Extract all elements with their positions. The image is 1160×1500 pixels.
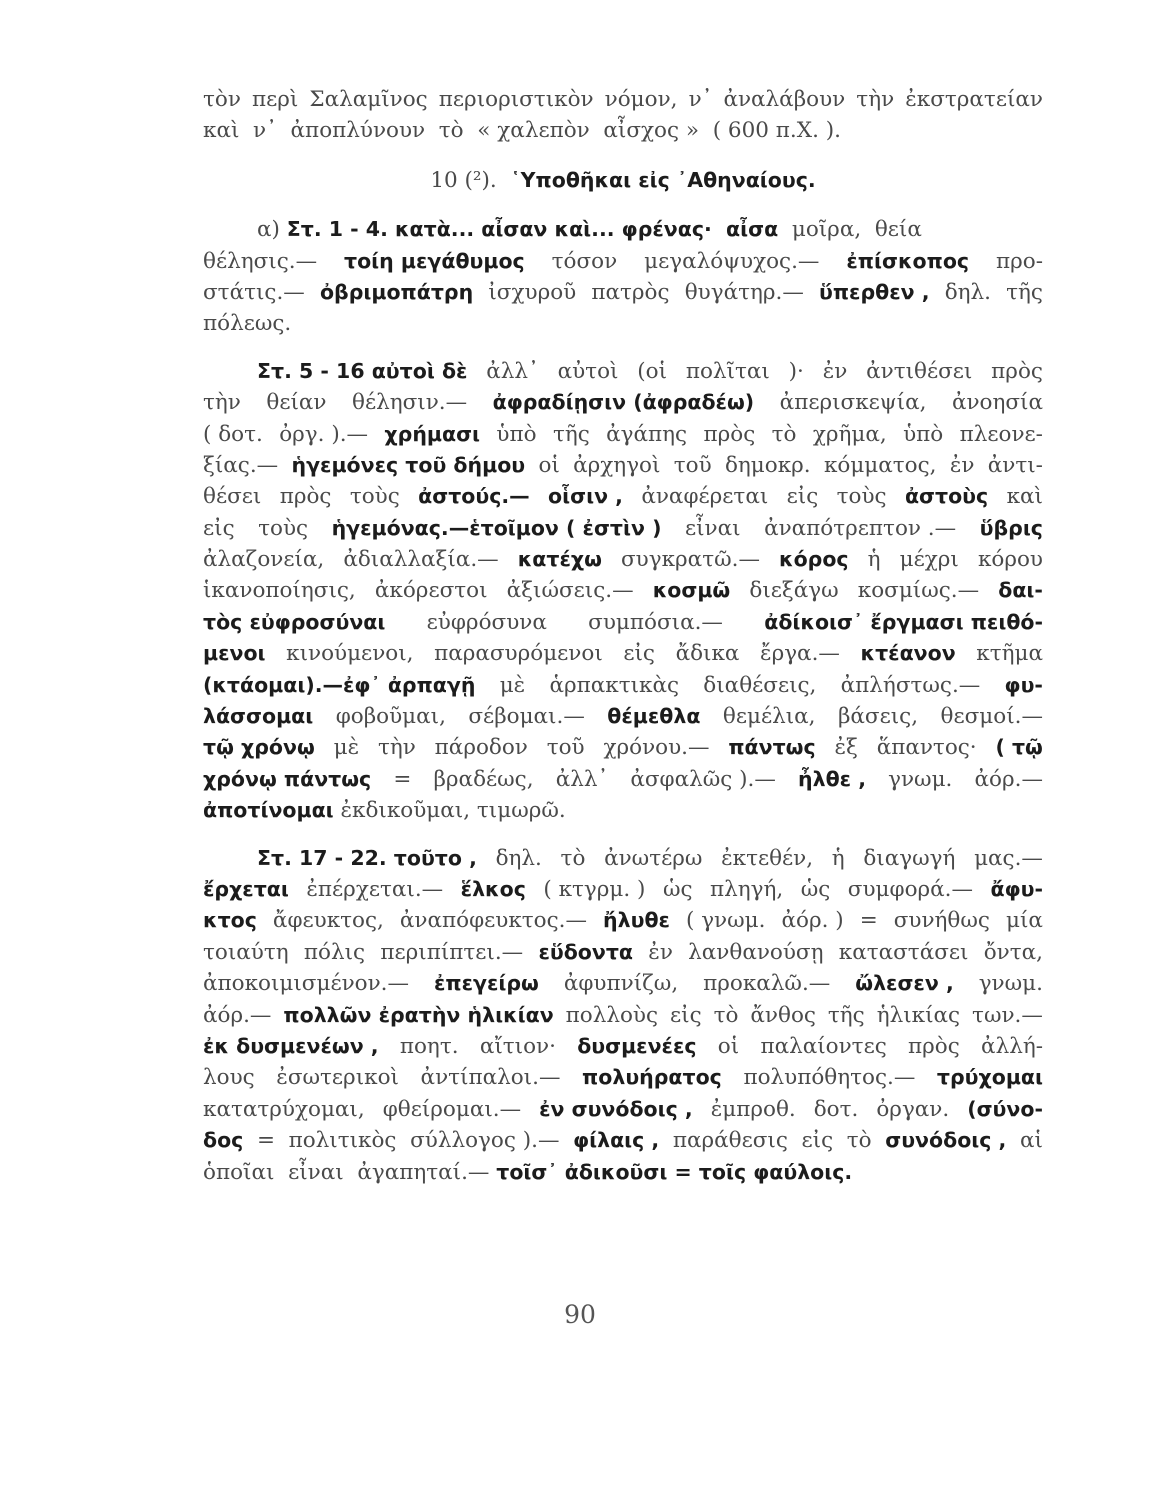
word: ἱκανοποίησις, [203, 578, 356, 604]
word: τὸ [846, 1128, 872, 1154]
text-line [203, 638, 1043, 669]
page-number: 90 [564, 1300, 596, 1329]
paragraph-gap [203, 147, 1043, 165]
word: ὑπὸ [903, 421, 944, 447]
bold-lemma: πολλῶν ἐρατὴν ἡλικίαν [283, 1002, 554, 1027]
word: 10 (²). [430, 167, 497, 193]
bold-lemma: ὀβριμοπάτρη [319, 279, 474, 304]
text-line [203, 214, 1043, 245]
word: ἀσφαλῶς ).— [630, 766, 776, 792]
word: ἄφευκτος, [272, 908, 384, 934]
word: ἀλλ᾽ [486, 358, 539, 384]
word: ἀντίπαλοι.— [420, 1065, 561, 1091]
word: πρὸς [908, 1033, 960, 1059]
word: (οἱ [637, 358, 668, 384]
word: εἰς [623, 641, 655, 667]
word: α) [257, 217, 287, 243]
word: ἐκτεθέν, [721, 845, 814, 871]
word: κοσμίως.— [857, 578, 980, 604]
word: ἄνθος [750, 1002, 816, 1028]
word: αἱ [1019, 1128, 1043, 1154]
word: ἀφυπνίζω, [563, 971, 679, 997]
word: θέλησιν.— [352, 390, 468, 416]
word: ἀλλ᾽ [555, 766, 609, 792]
word: ἐξ [834, 735, 858, 761]
word: ὁποῖαι εἶναι ἀγαπηταί.— [203, 1159, 497, 1185]
word: φοβοῦμαι, [335, 704, 446, 730]
word: πρὸς [279, 484, 332, 510]
word: ὀργαν. [876, 1096, 950, 1122]
bold-lemma: δυσμενέες [577, 1033, 697, 1058]
word: ἡλικίας [876, 1002, 961, 1028]
word: τοὺς [836, 484, 887, 510]
word: ἀντι- [987, 452, 1043, 478]
word: πολῖται [685, 358, 770, 384]
word: ξίας.— [203, 452, 279, 478]
bold-lemma: κόρος [779, 547, 849, 572]
text-line [203, 84, 1043, 115]
word: τὸ [560, 845, 586, 871]
word: ἀόρ.— [203, 1002, 272, 1028]
text-line [203, 843, 1043, 874]
word: γνωμ. [978, 971, 1043, 997]
bold-lemma: οἷσιν , [548, 484, 623, 509]
bold-lemma: ἤλυθε [603, 908, 670, 933]
text-line [203, 356, 1043, 387]
word: τῆς [1006, 279, 1043, 305]
bold-lemma: ἐπίσκοπος [846, 248, 970, 273]
bold-lemma: χρήμασι [384, 421, 481, 446]
word: διεξάγω [749, 578, 839, 604]
text-line [203, 165, 1043, 196]
word: θεσμοί.— [940, 704, 1043, 730]
word: ἀντιθέσει [866, 358, 973, 384]
word: τὴν [377, 735, 416, 761]
text-line [203, 607, 1043, 638]
word: των.— [972, 1002, 1043, 1028]
word: θεμέλια, [722, 704, 816, 730]
word: ἀόρ. ) [781, 908, 844, 934]
word: κτῆμα [976, 641, 1043, 667]
word: ἀόρ.— [974, 766, 1043, 792]
word: = [256, 1128, 275, 1154]
bold-lemma: Στ. 1 - 4. κατὰ... αἶσαν καὶ... φρένας· αἶσα [286, 217, 779, 242]
word: ἀλαζονεία, [203, 547, 325, 573]
word: = [393, 766, 412, 792]
word: τὸ [771, 421, 797, 447]
word: νόμον, [604, 87, 678, 112]
word: οἱ [717, 1033, 740, 1059]
text-line [203, 1094, 1043, 1125]
bold-lemma: κτος [203, 908, 257, 933]
word: σέβομαι.— [468, 704, 585, 730]
word: συμφορά.— [847, 876, 974, 902]
word: καταστάσει [838, 939, 969, 965]
word: μία [1005, 908, 1043, 934]
paragraph-gap [203, 827, 1043, 843]
word: ἡ [867, 547, 881, 573]
word: κόμματος, [823, 452, 937, 478]
word: ἅπαντος· [876, 735, 977, 761]
word: ποητ. [399, 1033, 459, 1059]
bold-lemma: Στ. 17 - 22. τοῦτο , [257, 845, 477, 870]
word: ἀλλή- [981, 1033, 1043, 1059]
word: εἰς [801, 1128, 834, 1154]
text-line [203, 277, 1043, 308]
word: ἐν [822, 358, 848, 384]
word: ν᾽ [688, 87, 713, 112]
text-line [203, 670, 1043, 701]
word: χρόνου.— [603, 735, 710, 761]
text-line [203, 795, 1043, 826]
word: κατατρύχομαι, [203, 1096, 365, 1122]
text-line [203, 246, 1043, 277]
word: ἐν [648, 939, 673, 965]
word: γνωμ. [888, 766, 953, 792]
word: θείαν [266, 390, 327, 416]
bold-lemma: ἀδίκοισ᾽ ἔργμασι πειθό- [764, 609, 1043, 634]
word: αὐτοὶ [557, 358, 619, 384]
bold-lemma: κτέανον [860, 641, 956, 666]
word: καὶ [1006, 484, 1043, 510]
word: Σαλαμῖνος [309, 87, 428, 112]
word: οἱ [538, 452, 560, 478]
word: στάτις.— [203, 279, 305, 305]
text-line [203, 1062, 1043, 1093]
bold-lemma: ἦλθε , [798, 766, 866, 791]
word: εἰς [786, 484, 819, 510]
word: μέχρι [899, 547, 959, 573]
bold-lemma: τὸς εὐφροσύναι [203, 609, 386, 634]
text-line [203, 513, 1043, 544]
word: προ- [996, 248, 1043, 274]
word: ἄδικα [675, 641, 740, 667]
word: ( κτγρμ. ) [543, 876, 646, 902]
text-line [203, 1031, 1043, 1062]
word: ἀναλάβουν [723, 87, 846, 112]
word: εὐφρόσυνα [426, 609, 547, 635]
word: μοῖρα, θεία [778, 217, 922, 243]
bold-lemma: τρύχομαι [936, 1065, 1043, 1090]
word: περιπίπτει.— [380, 939, 524, 965]
text-line [203, 450, 1043, 481]
bold-lemma: ῾Υποθῆκαι εἰς ᾿Αθηναίους. [510, 167, 816, 192]
word: ἀξιώσεις.— [506, 578, 634, 604]
word: εἰς [670, 1002, 702, 1028]
word: φθείρομαι.— [382, 1096, 522, 1122]
bold-lemma: τοίη μεγάθυμος [344, 248, 525, 273]
word: ὑπὸ [496, 421, 537, 447]
bold-lemma: (σύνο- [967, 1096, 1043, 1121]
bold-lemma: (κτάομαι).—ἐφ᾽ ἀρπαγῇ [203, 672, 476, 697]
word: παράθεσις [672, 1128, 788, 1154]
text-line [203, 701, 1043, 732]
bold-lemma: ( τῷ [995, 735, 1043, 760]
word: ἐμπροθ. [710, 1096, 796, 1122]
bold-lemma: ἄφυ- [990, 876, 1043, 901]
text-line [203, 308, 1043, 339]
bold-lemma: ἐν συνόδοις , [539, 1096, 693, 1121]
word: ἐκδικοῦμαι, τιμωρῶ. [333, 798, 566, 824]
word: διαγωγή [863, 845, 956, 871]
bold-lemma: θέμεθλα [607, 704, 701, 729]
word: ἀπερισκεψία, [779, 390, 927, 416]
word: ἀγάπης [606, 421, 688, 447]
word: ἀνωτέρω [604, 845, 703, 871]
word: τοῦ [546, 735, 585, 761]
paragraph-gap [203, 340, 1043, 356]
word: εἶναι [684, 515, 741, 541]
word: ἀδιαλλαξία.— [343, 547, 499, 573]
word: ἰσχυροῦ [488, 279, 577, 305]
word: μεγαλόψυχος.— [644, 248, 820, 274]
text-line [203, 874, 1043, 905]
bold-lemma: ἕλκος [460, 876, 526, 901]
word: μὲ [499, 672, 526, 698]
bold-lemma: ἀστοὺς [904, 484, 989, 509]
word: πλεονε- [959, 421, 1043, 447]
word: σύλλογος ).— [410, 1128, 560, 1154]
bold-lemma: ὕβρις [979, 515, 1043, 540]
word: ἀποκοιμισμένον.— [203, 971, 410, 997]
bold-lemma: ἐπεγείρω [433, 971, 539, 996]
word: δηλ. [495, 845, 542, 871]
bold-lemma: ἡγεμόνας.—ἑτοῖμον ( ἐστὶν ) [331, 515, 662, 540]
word: πολιτικὸς [288, 1128, 397, 1154]
word: τοῦ [673, 452, 712, 478]
bold-lemma: ἐκ δυσμενέων , [203, 1033, 379, 1058]
word: θυγάτηρ.— [684, 279, 804, 305]
text-line [203, 1000, 1043, 1031]
word: = [859, 908, 878, 934]
word: τὴν [203, 390, 241, 416]
word: τῆς [552, 421, 590, 447]
word: ( γνωμ. [685, 908, 766, 934]
bold-lemma: φυ- [1004, 672, 1043, 697]
word: καὶ ν᾽ ἀποπλύνουν τὸ « χαλεπὸν αἶσχος » ( 600 π.Χ. ). [203, 118, 841, 144]
word: αἴτιον· [479, 1033, 556, 1059]
bold-lemma: συνόδοις , [885, 1128, 1007, 1153]
word: θέλησις.— [203, 248, 318, 274]
word: πληγή, [710, 876, 784, 902]
word: ἀναπόφευκτος.— [399, 908, 587, 934]
word: εἰς [203, 515, 235, 541]
word: τόσον [551, 248, 618, 274]
word: πατρὸς [591, 279, 670, 305]
word: ὡς [800, 876, 831, 902]
bold-lemma: χρόνῳ πάντως [203, 766, 372, 791]
word: μας.— [974, 845, 1043, 871]
bold-lemma: Στ. 5 - 16 αὐτοὶ δὲ [257, 358, 468, 383]
word: τὴν [856, 87, 895, 112]
bold-lemma: φίλαις , [573, 1128, 660, 1153]
bold-lemma: ὤλεσεν , [855, 971, 954, 996]
word: τοὺς [258, 515, 309, 541]
word: λους [203, 1065, 255, 1091]
word: συμπόσια.— [588, 609, 723, 635]
bold-lemma: λάσσομαι [203, 704, 314, 729]
bold-lemma: μενοι [203, 641, 266, 666]
word: ὄντα, [983, 939, 1043, 965]
text-line [203, 905, 1043, 936]
word: περιοριστικὸν [438, 87, 594, 112]
word: πρὸς [991, 358, 1043, 384]
bold-lemma: τῷ χρόνῳ [203, 735, 315, 760]
text-line [203, 1125, 1043, 1156]
word: παρασυρόμενοι [434, 641, 603, 667]
word: ἀναφέρεται [641, 484, 769, 510]
word: χρῆμα, [812, 421, 887, 447]
text-line [203, 968, 1043, 999]
text-line [203, 419, 1043, 450]
word: παλαίοντες [760, 1033, 887, 1059]
text-line [203, 481, 1043, 512]
word: τοὺς [349, 484, 400, 510]
word: ἀρχηγοὶ [573, 452, 661, 478]
word: ἁρπακτικὰς [549, 672, 680, 698]
word: βραδέως, [433, 766, 534, 792]
word: θέσει [203, 484, 262, 510]
word: συγκρατῶ.— [621, 547, 760, 573]
word: ὀργ. ).— [279, 421, 369, 447]
text-line [203, 115, 1043, 146]
word: δηλ. [944, 279, 991, 305]
word: κινούμενοι, [286, 641, 414, 667]
word: πάροδον [434, 735, 528, 761]
text-line [203, 732, 1043, 763]
word: διαθέσεις, [703, 672, 817, 698]
word: ἀναπότρεπτον .— [764, 515, 957, 541]
word: ἐν [949, 452, 975, 478]
bold-lemma: κατέχω [517, 547, 602, 572]
bold-lemma: ἀστούς.— [418, 484, 530, 509]
word: μὲ [333, 735, 360, 761]
word: τὸν [203, 87, 241, 112]
word: πολυπόθητος.— [743, 1065, 916, 1091]
bold-lemma: ὕπερθεν , [819, 279, 930, 304]
text-line [203, 764, 1043, 795]
word: πόλεως. [203, 311, 292, 337]
word: τῆς [827, 1002, 865, 1028]
word: κόρου [977, 547, 1043, 573]
word: ἀνοησία [951, 390, 1043, 416]
text-line [203, 937, 1043, 968]
bold-lemma: δαι- [998, 578, 1043, 603]
word: ἐπέρχεται.— [306, 876, 444, 902]
bold-lemma: ἀφραδίῃσιν (ἀφραδέω) [492, 390, 755, 415]
bold-lemma: τοῖσ᾽ ἀδικοῦσι = τοῖς φαύλοις. [496, 1159, 853, 1184]
word: περὶ [251, 87, 299, 112]
text-line [203, 1157, 1043, 1188]
word: πολλοὺς [565, 1002, 659, 1028]
bold-lemma: κοσμῶ [652, 578, 731, 603]
word: ἡ [831, 845, 845, 871]
word: προκαλῶ.— [703, 971, 831, 997]
word: )· [788, 358, 804, 384]
word: δοτ. [813, 1096, 859, 1122]
text-line [203, 575, 1043, 606]
word: τὸ [713, 1002, 739, 1028]
text-line [203, 544, 1043, 575]
bold-lemma: εὕδοντα [538, 939, 634, 964]
word [497, 165, 511, 196]
commentary-text [203, 84, 1043, 1188]
word: τοιαύτη [203, 939, 289, 965]
word: συνήθως [893, 908, 990, 934]
word: ( δοτ. [203, 421, 263, 447]
bold-lemma: ἡγεμόνες τοῦ δήμου [291, 452, 526, 477]
word: ὡς [662, 876, 693, 902]
word: δημοκρ. [724, 452, 811, 478]
word: πόλις [303, 939, 366, 965]
word: ἐσωτερικοὶ [276, 1065, 399, 1091]
word: βάσεις, [837, 704, 919, 730]
bold-lemma: πάντως [728, 735, 816, 760]
bold-lemma: πολυήρατος [582, 1065, 722, 1090]
text-line [203, 387, 1043, 418]
word: πρὸς [703, 421, 756, 447]
word: ἀκόρεστοι [374, 578, 488, 604]
word: ἔργα.— [760, 641, 840, 667]
bold-lemma: ἔρχεται [203, 876, 289, 901]
bold-lemma: δος [203, 1128, 244, 1153]
bold-lemma: ἀποτίνομαι [203, 798, 334, 823]
paragraph-gap [203, 196, 1043, 214]
word: ἐκστρατείαν [905, 87, 1043, 112]
word: λανθανούσῃ [688, 939, 824, 965]
word: ἀπλήστως.— [840, 672, 981, 698]
